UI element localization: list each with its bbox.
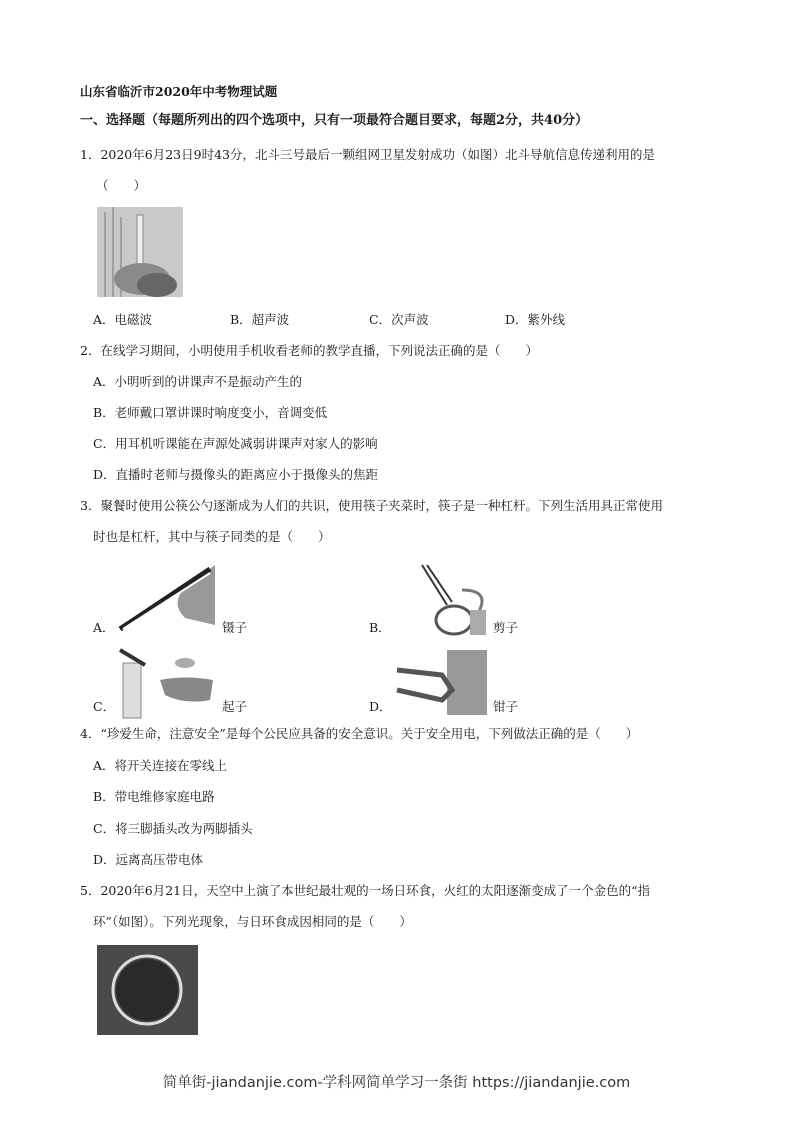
q2-stem: 2．在线学习期间，小明使用手机收看老师的教学直播，下列说法正确的是（ ） [80,343,538,358]
q2-option-a: A．小明听到的讲课声不是振动产生的 [93,374,303,389]
document-title: 山东省临沂市2020年中考物理试题 [80,84,278,99]
q3-stem: 3．聚餐时使用公筷公勺逐渐成为人们的共识，使用筷子夹菜时，筷子是一种杠杆。下列生活用具正常使用 [80,498,663,513]
q3-option-a-letter: A． [93,620,115,635]
q5-stem-cont: 环”（如图）。下列光现象，与日环食成因相同的是（ ） [93,914,412,929]
q3-option-d-letter: D． [369,699,392,714]
q4-option-b: B．带电维修家庭电路 [93,789,215,804]
q1-option-a: A．电磁波 [93,312,153,327]
q1-option-c: C．次声波 [369,312,429,327]
q2-option-c: C．用耳机听课能在声源处减弱讲课声对家人的影响 [93,436,378,451]
q4-option-a: A．将开关连接在零线上 [93,758,228,773]
annular-eclipse-image [97,945,198,1035]
pliers-image [392,645,492,717]
q1-blank: （ ） [96,178,147,193]
bottle-opener-image [115,645,220,720]
q3-option-c-name: 起子 [222,699,248,714]
scissors-image [392,560,492,638]
section-heading: 一、选择题（每题所列出的四个选项中，只有一项最符合题目要求，每题2分，共40分） [80,113,589,128]
q3-option-b-name: 剪子 [493,620,519,635]
footer-watermark: 简单街-jiandanjie.com-学科网简单学习一条街 https://jiandanjie.com [162,1075,631,1091]
q2-option-b: B．老师戴口罩讲课时响度变小，音调变低 [93,405,328,420]
q4-option-c: C．将三脚插头改为两脚插头 [93,821,253,836]
q3-option-a-name: 镊子 [222,620,248,635]
rocket-launch-image [97,207,183,297]
q3-stem-cont: 时也是杠杆，其中与筷子同类的是（ ） [93,529,331,544]
q3-option-b-letter: B． [369,620,391,635]
tweezers-image [115,563,220,635]
q4-stem: 4．“珍爱生命，注意安全”是每个公民应具备的安全意识。关于安全用电，下列做法正确的是（ ） [80,726,639,741]
q1-stem: 1．2020年6月23日9时43分，北斗三号最后一颗组网卫星发射成功（如图）北斗导航信息传递利用的是 [80,147,655,162]
q4-option-d: D．远离高压带电体 [93,852,204,867]
q1-option-b: B．超声波 [230,312,290,327]
q2-option-d: D．直播时老师与摄像头的距离应小于摄像头的焦距 [93,467,379,482]
q3-option-c-letter: C． [93,699,116,714]
q1-option-d: D．紫外线 [505,312,566,327]
q5-stem: 5．2020年6月21日，天空中上演了本世纪最壮观的一场日环食，火红的太阳逐渐变成了一个金色的“指 [80,883,651,898]
q3-option-d-name: 钳子 [493,699,519,714]
